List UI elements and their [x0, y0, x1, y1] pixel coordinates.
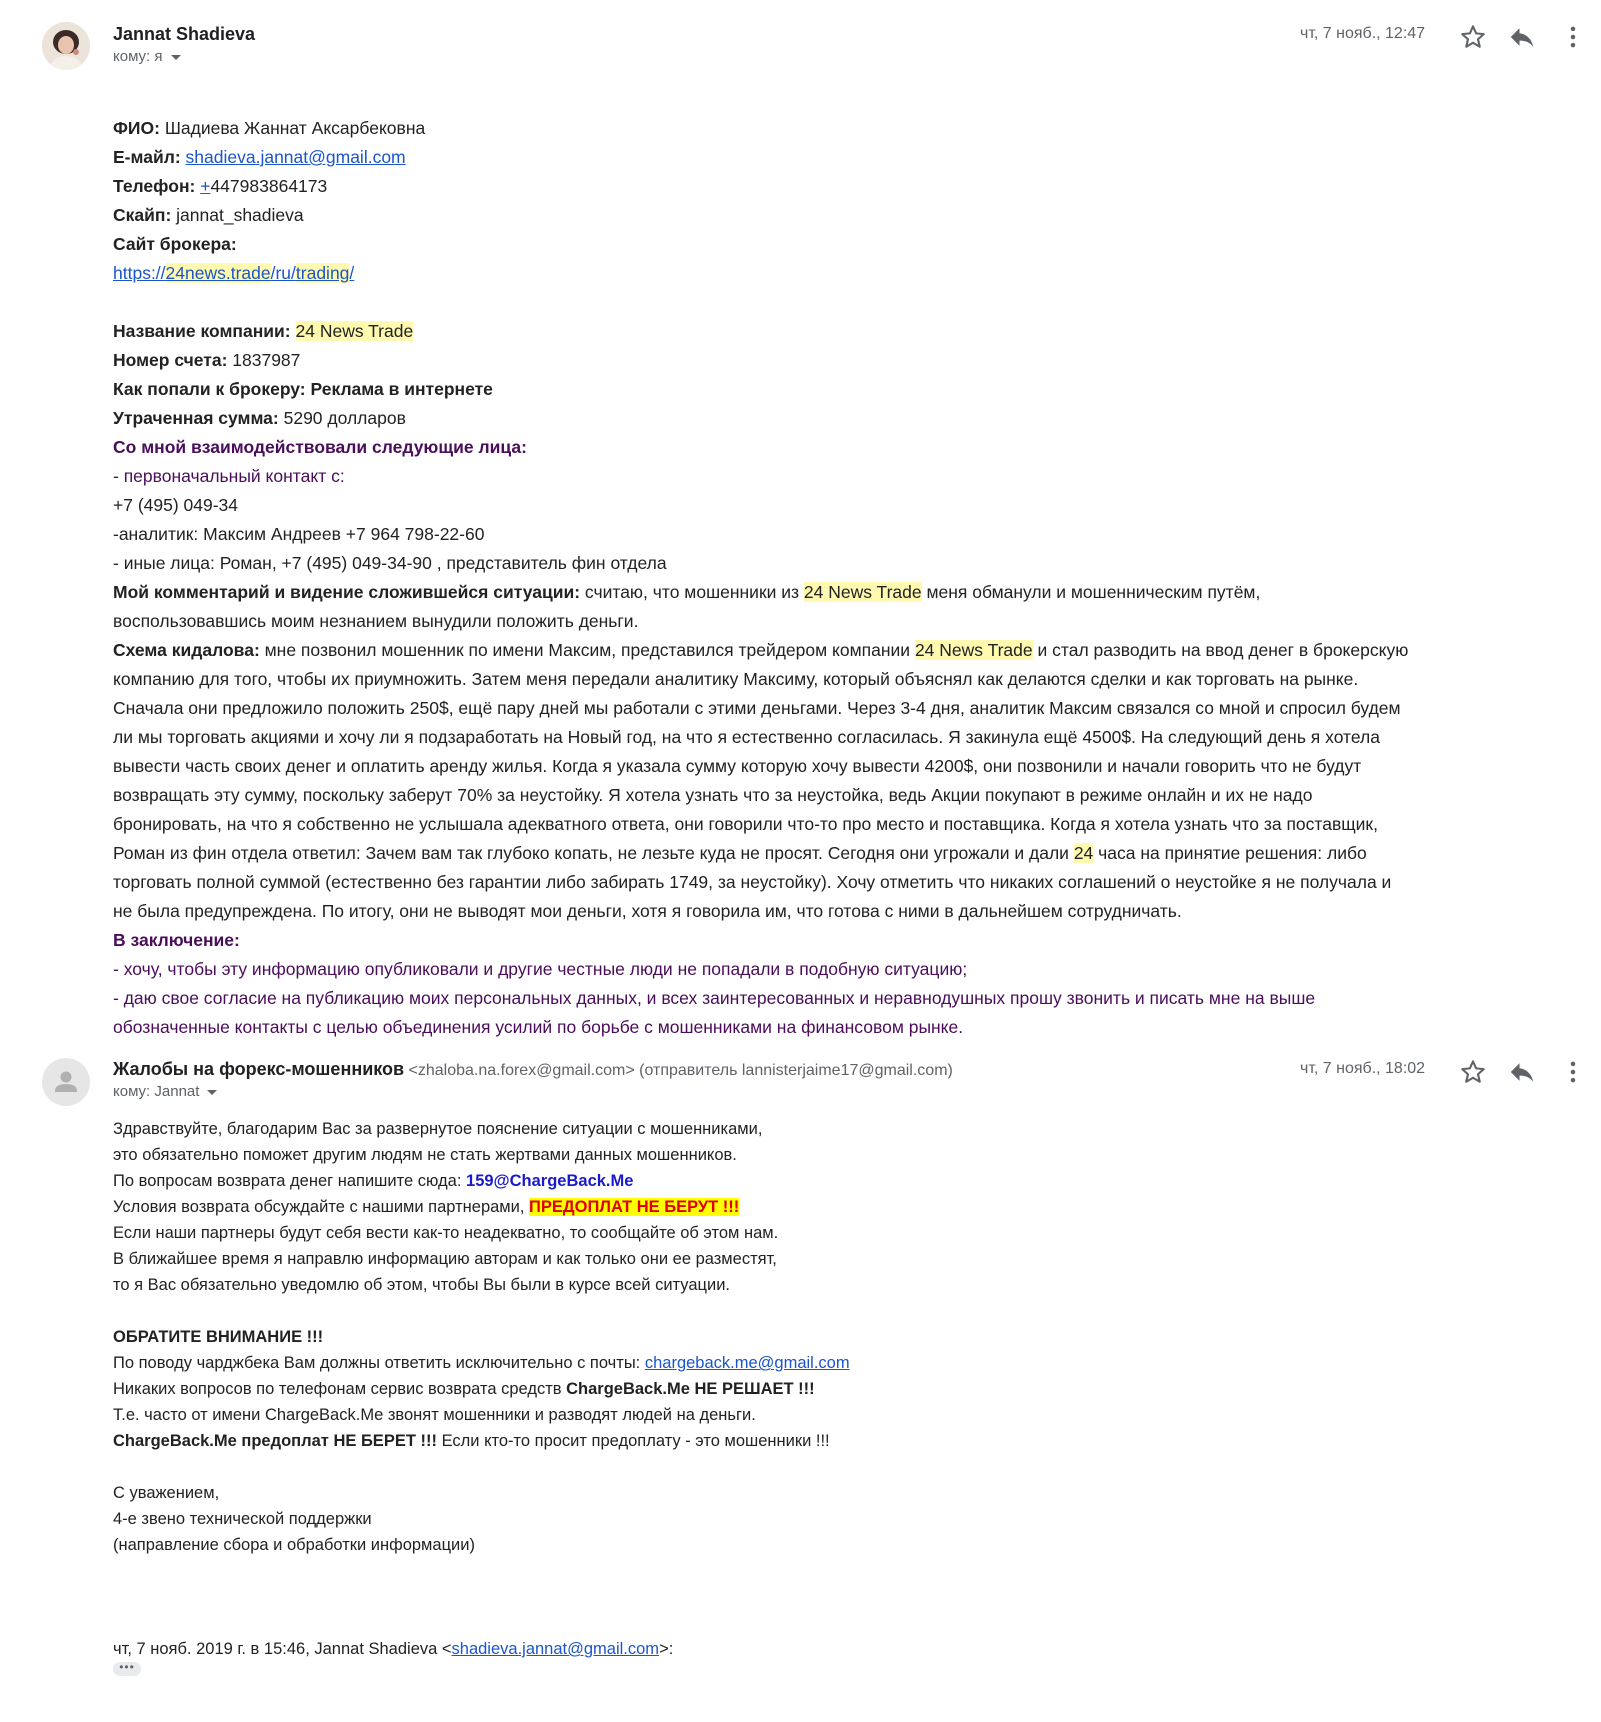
- reply-button[interactable]: [1507, 22, 1537, 52]
- scheme-highlight: 24 News Trade: [914, 640, 1033, 660]
- more-vert-icon: [1558, 22, 1588, 52]
- reply-icon: [1507, 1057, 1537, 1087]
- field-email: [113, 143, 1583, 172]
- email-label: Е-майл:: [113, 147, 181, 167]
- scheme-text: мне позвонил мошенник по имени Максим, представился трейдером компании: [259, 640, 915, 660]
- field-account: [113, 346, 1583, 375]
- skype-label: Скайп:: [113, 205, 172, 225]
- scheme-line: [113, 839, 1583, 868]
- body-text: Условия возврата обсуждайте с нашими партнерами,: [113, 1198, 530, 1216]
- star-button[interactable]: [1458, 1057, 1488, 1087]
- scheme-label: Схема кидалова:: [113, 640, 260, 660]
- fio-value: Шадиева Жаннат Аксарбековна: [159, 118, 426, 138]
- quote-text: >:: [659, 1640, 674, 1658]
- ellipsis-icon: •••: [119, 1660, 135, 1674]
- star-button[interactable]: [1458, 22, 1488, 52]
- phone-label: Телефон:: [113, 176, 196, 196]
- body-bold: ChargeBack.Me НЕ РЕШАЕТ !!!: [566, 1380, 815, 1398]
- contact-line: +7 (495) 049-34: [113, 495, 239, 515]
- quote-header: [113, 1636, 1513, 1662]
- how-value: Реклама в интернете: [305, 379, 493, 399]
- scheme-line: не была предупреждена. По итогу, они не выводят мои деньги, хотя я говорила им, что готова с ними в дальнейшем сотрудничать.: [113, 901, 1182, 921]
- reply-icon: [1507, 22, 1537, 52]
- scheme-line: компанию для того, чтобы их приумножить. Затем меня передали аналитику Максиму, который объяснял как делаются сделки и как торговать на рынке.: [113, 669, 1359, 689]
- chevron-down-icon: [207, 1090, 217, 1095]
- field-lost: [113, 404, 1583, 433]
- chargeback-contact-link[interactable]: 159@ChargeBack.Me: [466, 1172, 634, 1190]
- sender-name: Жалобы на форекс-мошенников: [113, 1059, 405, 1079]
- field-company: [113, 317, 1583, 346]
- star-icon: [1458, 22, 1488, 52]
- comment-highlight: 24 News Trade: [803, 582, 922, 602]
- site-link-part[interactable]: /ru/: [270, 263, 296, 283]
- email-link[interactable]: shadieva.jannat@gmail.com: [185, 147, 406, 167]
- scheme-line: возвращать эту сумму, поскольку заберут 70% за неустойку. Я хотела узнать что за неустойка, ведь Акции покупают в режиме онлайн и их не надо: [113, 785, 1313, 805]
- company-label: Название компании:: [113, 321, 291, 341]
- signature-line: С уважением,: [113, 1484, 220, 1502]
- body-text: По вопросам возврата денег напишите сюда:: [113, 1172, 467, 1190]
- scheme-highlight: 24: [1073, 843, 1094, 863]
- body-line: [113, 1350, 1513, 1376]
- quote-text: чт, 7 нояб. 2019 г. в 15:46, Jannat Shadieva <: [113, 1640, 452, 1658]
- more-options-button[interactable]: [1558, 22, 1588, 52]
- body-line: [113, 1194, 1513, 1220]
- site-link-part[interactable]: /: [349, 263, 355, 283]
- body-text: По поводу чарджбека Вам должны ответить исключительно с почты:: [113, 1354, 645, 1372]
- contact-line: -аналитик: Максим Андреев +7 964 798-22-60: [113, 524, 485, 544]
- scheme-line: Сначала они предложило положить 250$, ещё пару дней мы работали с этими деньгами. Через 3-4 дня, аналитик Максим связался со мной и спросил будем: [113, 698, 1401, 718]
- phone-link[interactable]: +: [200, 176, 211, 196]
- field-skype: [113, 201, 1583, 230]
- conclusion-line: - хочу, чтобы эту информацию опубликовали и другие честные люди не попадали в подобную ситуацию;: [113, 959, 968, 979]
- body-line: В ближайшее время я направлю информацию авторам и как только они ее разместят,: [113, 1250, 777, 1268]
- chargeback-email-link[interactable]: chargeback.me@gmail.com: [644, 1354, 850, 1372]
- body-line: [113, 1428, 1513, 1454]
- lost-label: Утраченная сумма:: [113, 408, 279, 428]
- body-bold: ChargeBack.Me предоплат НЕ БЕРЕТ !!!: [113, 1432, 437, 1450]
- comment-text: меня обманули и мошенническим путём,: [921, 582, 1261, 602]
- attention-heading: ОБРАТИТЕ ВНИМАНИЕ !!!: [113, 1328, 324, 1346]
- signature-line: (направление сбора и обработки информации): [113, 1536, 475, 1554]
- account-label: Номер счета:: [113, 350, 228, 370]
- site-link-part[interactable]: 24news.trade: [165, 263, 271, 283]
- site-link-part[interactable]: trading: [295, 263, 350, 283]
- recipient-dropdown[interactable]: [113, 1083, 217, 1100]
- scheme-line: ли мы торговать акциями и хочу ли я подзаработать на Новый год, на что я естественно согласилась. Я закинула ещё 4500$. На следующий день я хотела: [113, 727, 1380, 747]
- phone-value: 447983864173: [210, 176, 328, 196]
- site-link-part[interactable]: https://: [113, 263, 166, 283]
- more-vert-icon: [1558, 1057, 1588, 1087]
- contact-line: - первоначальный контакт с:: [113, 466, 345, 486]
- site-label: Сайт брокера:: [113, 234, 237, 254]
- account-value: 1837987: [227, 350, 301, 370]
- comment-line: воспользовавшись моим незнанием вынудили положить деньги.: [113, 611, 639, 631]
- reply-button[interactable]: [1507, 1057, 1537, 1087]
- show-trimmed-content-button[interactable]: [113, 1662, 141, 1676]
- scheme-text: и стал разводить на ввод денег в брокерскую: [1032, 640, 1409, 660]
- star-icon: [1458, 1057, 1488, 1087]
- more-options-button[interactable]: [1558, 1057, 1588, 1087]
- body-line: то я Вас обязательно уведомлю об этом, чтобы Вы были в курсе всей ситуации.: [113, 1276, 731, 1294]
- sender-avatar[interactable]: [42, 22, 90, 70]
- message-body: [113, 1116, 1513, 1662]
- scheme-line: бронировать, на что я собственно не услышала адекватного ответа, они говорили что-то про место и поставщика. Когда я хотела узнать что за поставщик,: [113, 814, 1378, 834]
- site-link[interactable]: [113, 259, 1583, 288]
- body-line: Здравствуйте, благодарим Вас за развернутое пояснение ситуации с мошенниками,: [113, 1120, 763, 1138]
- scheme-line: [113, 636, 1583, 665]
- fio-label: ФИО:: [113, 118, 160, 138]
- conclusion-label: В заключение:: [113, 930, 240, 950]
- sender-email: <zhaloba.na.forex@gmail.com> (отправитель lannisterjaime17@gmail.com): [404, 1062, 953, 1079]
- person-icon: [42, 1058, 90, 1106]
- chevron-down-icon: [171, 55, 181, 60]
- recipient-dropdown[interactable]: [113, 48, 181, 65]
- contacts-label: Со мной взаимодействовали следующие лица:: [113, 437, 527, 457]
- signature-line: 4-е звено технической поддержки: [113, 1510, 372, 1528]
- scheme-text: часа на принятие решения: либо: [1093, 843, 1367, 863]
- quote-email-link[interactable]: shadieva.jannat@gmail.com: [451, 1640, 660, 1658]
- warning-highlight: ПРЕДОПЛАТ НЕ БЕРУТ !!!: [529, 1198, 740, 1216]
- conclusion-line: обозначенные контакты с целью объединения усилий по борьбе с мошенниками на финансовом рынке.: [113, 1017, 964, 1037]
- body-line: [113, 1168, 1513, 1194]
- contact-line: - иные лица: Роман, +7 (495) 049-34-90 , представитель фин отдела: [113, 553, 667, 573]
- body-line: Т.е. часто от имени ChargeBack.Me звонят мошенники и разводят людей на деньги.: [113, 1406, 756, 1424]
- field-phone: [113, 172, 1583, 201]
- body-line: [113, 1376, 1513, 1402]
- skype-value: jannat_shadieva: [171, 205, 304, 225]
- body-text: Если кто-то просит предоплату - это мошенники !!!: [436, 1432, 830, 1450]
- how-label: Как попали к брокеру:: [113, 379, 306, 399]
- scheme-line: вывести часть своих денег и оплатить аренду жилья. Когда я указала сумму которую хочу вывести 4200$, они позвонили и начали говорить что не будут: [113, 756, 1362, 776]
- sender-name: Jannat Shadieva: [113, 24, 256, 44]
- company-value: 24 News Trade: [295, 321, 414, 341]
- field-how: [113, 375, 1583, 404]
- body-line: это обязательно поможет другим людям не стать жертвами данных мошенников.: [113, 1146, 737, 1164]
- conclusion-line: - даю свое согласие на публикацию моих персональных данных, и всех заинтересованных и неравнодушных прошу звонить и писать мне на выше: [113, 988, 1316, 1008]
- comment-label: Мой комментарий и видение сложившейся ситуации:: [113, 582, 581, 602]
- message-date: чт, 7 нояб., 18:02: [1300, 1060, 1426, 1077]
- field-fio: [113, 114, 1583, 143]
- comment-text: считаю, что мошенники из: [580, 582, 804, 602]
- lost-value: 5290 долларов: [278, 408, 406, 428]
- scheme-line: торговать полной суммой (естественно без гарантии либо забирать 1749, за неустойку). Хочу отметить что никаких соглашений о неустойке я не получала и: [113, 872, 1392, 892]
- comment-line: [113, 578, 1583, 607]
- avatar-photo-icon: [42, 22, 90, 70]
- message-date: чт, 7 нояб., 12:47: [1300, 25, 1426, 42]
- scheme-text: Роман из фин отдела ответил: Зачем вам так глубоко копать, не лезьте куда не просят. Сегодня они угрожали и дали: [113, 843, 1074, 863]
- message-body: [113, 114, 1583, 1042]
- recipient-label: кому: Jannat: [113, 1083, 200, 1100]
- sender-line: [113, 1059, 953, 1080]
- body-line: Если наши партнеры будут себя вести как-то неадекватно, то сообщайте об этом нам.: [113, 1224, 779, 1242]
- body-text: Никаких вопросов по телефонам сервис возврата средств: [113, 1380, 567, 1398]
- recipient-label: кому: я: [113, 48, 163, 65]
- sender-avatar[interactable]: [42, 1058, 90, 1106]
